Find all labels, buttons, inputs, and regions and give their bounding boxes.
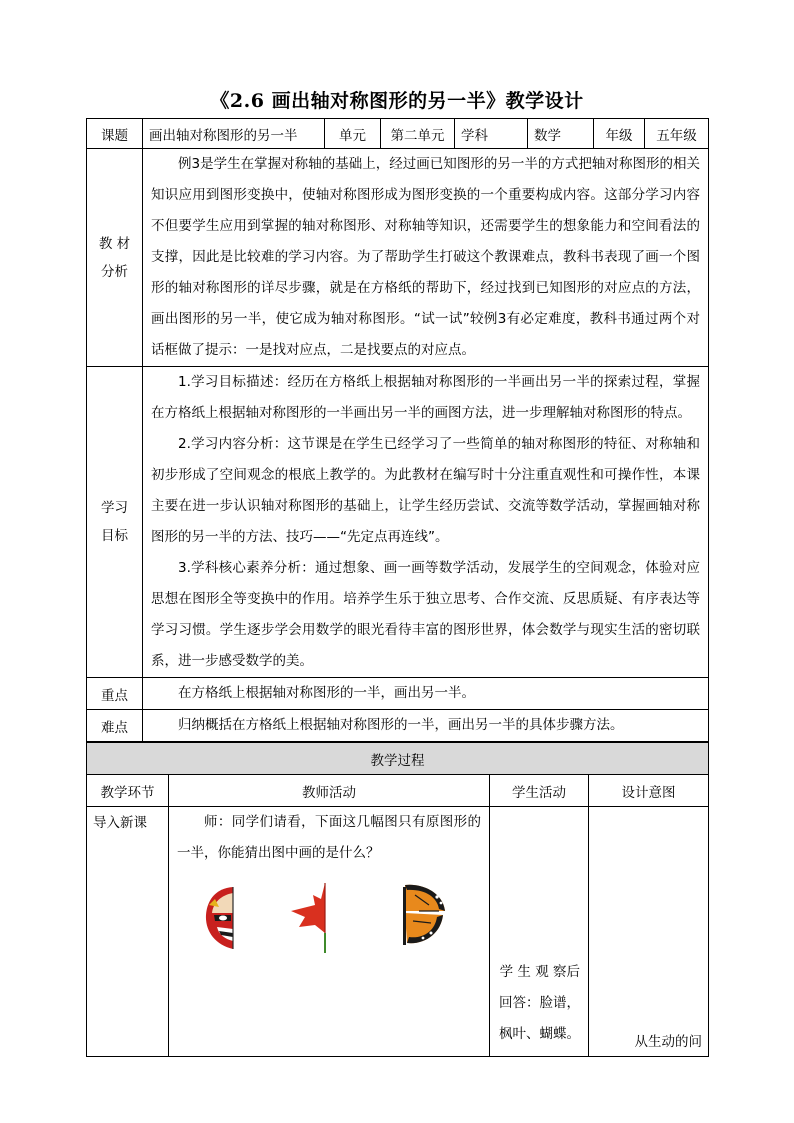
zhongdian-label: 重点 (87, 678, 143, 710)
info-table (86, 118, 709, 742)
col-design: 设计意图 (589, 775, 709, 807)
zhongdian-row (87, 678, 709, 710)
keti-label: 课题 (87, 119, 143, 149)
process-row-intro (87, 807, 709, 1057)
mubiao-p3: 3.学科核心素养分析：通过想象、画一画等数学活动，发展学生的空间观念，体验对应思想在图形全等变换中的作用。培养学生乐于独立思考、合作交流、反思质疑、有序表达等学习习惯。学生逐步学会用数学的眼光看待丰富的图形世界，体会数学与现实生活的密切联系，进一步感受数学的美。 (151, 560, 700, 669)
document-title: 《2.6 画出轴对称图形的另一半》教学设计 (210, 90, 584, 112)
col-stage: 教学环节 (87, 775, 169, 807)
maple-leaf-icon (287, 879, 347, 955)
mubiao-p2: 2.学习内容分析：这节课是在学生已经学习了一些简单的轴对称图形的特征、对称轴和初步形成了空间观念的根底上教学的。为此教材在编写时十分注重直观性和可操作性，本课主要在进一步认识轴对称图形的基础上，让学生经历尝试、交流等数学活动，掌握画轴对称图形的另一半的方法、技巧——“先定点再连线”。 (151, 436, 700, 545)
danyuan-value: 第二单元 (381, 119, 455, 149)
process-header-row (87, 743, 709, 775)
mubiao-label (87, 367, 143, 678)
mubiao-label-line1: 学习 (101, 500, 128, 516)
col-teacher: 教师活动 (169, 775, 490, 807)
info-row (87, 119, 709, 149)
illustrations (201, 877, 489, 955)
nandian-text: 归纳概括在方格纸上根据轴对称图形的一半，画出另一半的具体步骤方法。 (143, 710, 709, 742)
jiaocai-label (87, 149, 143, 367)
process-table (86, 742, 709, 1057)
xueke-value: 数学 (528, 119, 594, 149)
design-intent: 从生动的问 (589, 807, 709, 1057)
nandian-row (87, 710, 709, 742)
student-activity-text: 学 生 观 察后回答：脸谱，枫叶、蝴蝶。 (499, 964, 580, 1042)
mubiao-row (87, 367, 709, 678)
teacher-activity (169, 807, 490, 1057)
jiaocai-cell (143, 149, 709, 367)
keti-value: 画出轴对称图形的另一半 (143, 119, 325, 149)
butterfly-icon (399, 881, 447, 949)
mubiao-cell (143, 367, 709, 678)
nianji-value: 五年级 (645, 119, 709, 149)
nandian-label: 难点 (87, 710, 143, 742)
student-activity (490, 807, 589, 1057)
xueke-label: 学科 (455, 119, 528, 149)
teacher-activity-text: 师：同学们请看，下面这几幅图只有原图形的一半，你能猜出图中画的是什么？ (177, 814, 481, 861)
col-student: 学生活动 (490, 775, 589, 807)
opera-mask-icon (201, 885, 241, 951)
jiaocai-text: 例3是学生在掌握对称轴的基础上，经过画已知图形的另一半的方式把轴对称图形的相关知识应用到图形变换中，使轴对称图形成为图形变换的一个重要构成内容。这部分学习内容不但要学生应用到掌握的轴对称图形、对称轴等知识，还需要学生的想象能力和空间看法的支撑，因此是比较难的学习内容。为了帮助学生打破这个教课难点，教科书表现了画一个图形的轴对称图形的详尽步骤，就是在方格纸的帮助下，经过找到已知图形的对应点的方法，画出图形的另一半，使它成为轴对称图形。“试一试”较例3有必定难度，教科书通过两个对话框做了提示：一是找对应点，二是找要点的对应点。 (151, 156, 700, 358)
mubiao-p1: 1.学习目标描述：经历在方格纸上根据轴对称图形的一半画出另一半的探索过程，掌握在方格纸上根据轴对称图形的一半画出另一半的画图方法，进一步理解轴对称图形的特点。 (151, 374, 700, 421)
danyuan-label: 单元 (325, 119, 381, 149)
jiaocai-row (87, 149, 709, 367)
zhongdian-text: 在方格纸上根据轴对称图形的一半，画出另一半。 (143, 678, 709, 710)
process-columns-row (87, 775, 709, 807)
jiaocai-label-line2: 分析 (101, 263, 128, 280)
jiaocai-label-line1: 教 材 (98, 235, 131, 252)
mubiao-label-line2: 目标 (101, 528, 128, 544)
process-header: 教学过程 (87, 743, 709, 775)
stage-intro: 导入新课 (87, 807, 169, 1057)
nianji-label: 年级 (594, 119, 645, 149)
